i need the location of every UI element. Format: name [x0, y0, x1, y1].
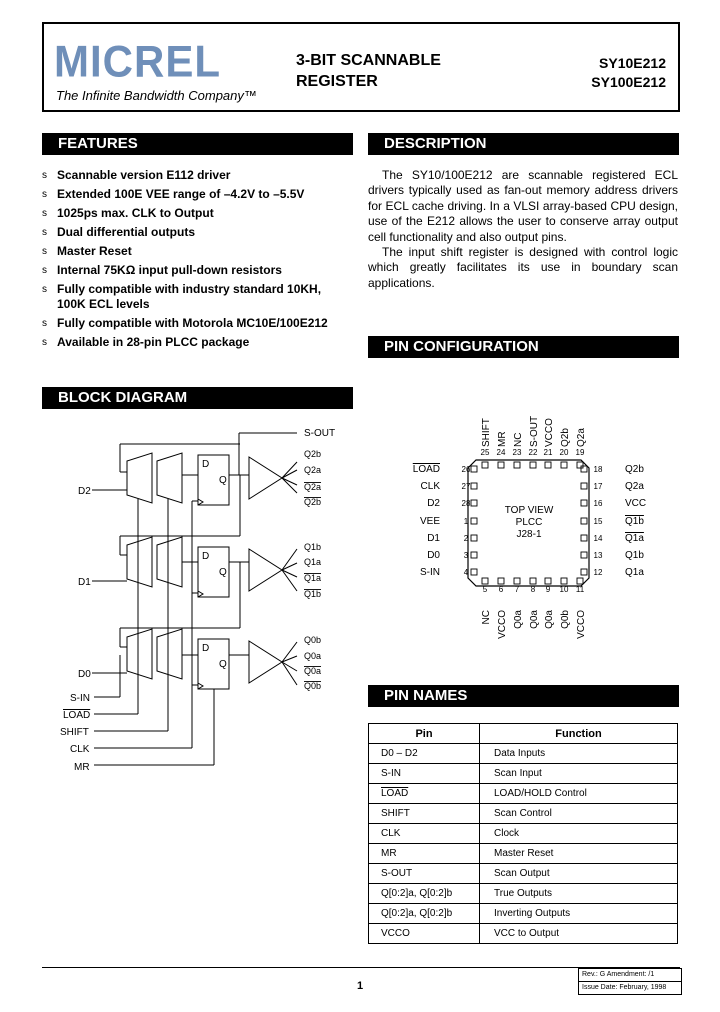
pin-label-top: Q2b	[560, 428, 571, 447]
table-header-row	[369, 724, 678, 744]
pin-label-left: CLK	[420, 481, 440, 492]
pin-label-right: Q1a	[625, 567, 644, 578]
features-list	[42, 166, 352, 352]
pin-pad	[471, 483, 477, 489]
pin-number: 27	[461, 482, 471, 491]
pin-number: 4	[463, 568, 469, 577]
pin-label-top: SHIFT	[481, 418, 492, 447]
buffer-icon	[249, 641, 282, 683]
output-label: Q1b	[304, 589, 322, 599]
pin-number: 14	[593, 534, 603, 543]
part-number-2: SY100E212	[591, 74, 666, 90]
pin-pad	[482, 578, 488, 584]
description-heading: DESCRIPTION	[368, 133, 679, 155]
table-row	[369, 924, 678, 944]
output-label: Q2a	[304, 465, 322, 475]
pin-label-right: Q1b	[625, 516, 644, 527]
revision-box	[578, 968, 682, 995]
pin-pad	[471, 552, 477, 558]
pin-pad	[498, 462, 504, 468]
pin-number: 20	[559, 448, 569, 457]
table-row	[369, 824, 678, 844]
output-label: Q0b	[304, 635, 322, 645]
function-cell: VCC to Output	[480, 924, 678, 944]
mux-icon	[157, 629, 182, 679]
pin-pad	[581, 518, 587, 524]
s-out-label: S-OUT	[304, 428, 336, 439]
pin-pad	[581, 483, 587, 489]
output-label: Q0a	[304, 666, 322, 676]
function-cell: Scan Control	[480, 804, 678, 824]
pin-label-bottom: Q0a	[513, 610, 524, 629]
pin-label-right: Q1b	[625, 550, 644, 561]
plcc-center-text: J28-1	[516, 529, 542, 540]
pin-label-bottom: Q0a	[544, 610, 555, 629]
pin-number: 2	[463, 534, 469, 543]
function-cell: Scan Output	[480, 864, 678, 884]
output-label: Q1a	[304, 557, 322, 567]
document-title	[296, 50, 441, 92]
output-label: Q1b	[304, 542, 322, 552]
output-label: Q2b	[304, 449, 322, 459]
pin-pad	[561, 578, 567, 584]
pin-label-top: NC	[513, 432, 524, 447]
function-cell: Data Inputs	[480, 744, 678, 764]
pin-pad	[514, 578, 520, 584]
pin-number: 9	[545, 585, 551, 594]
table-row	[369, 744, 678, 764]
input-d0-label: D0	[78, 669, 91, 680]
pin-cell: S-OUT	[369, 864, 480, 884]
mux-icon	[127, 629, 152, 679]
table-row	[369, 864, 678, 884]
pin-number: 19	[575, 448, 585, 457]
pin-label-left: VEE	[419, 516, 440, 527]
pin-pad	[514, 462, 520, 468]
table-row	[369, 844, 678, 864]
feature-item: s Fully compatible with Motorola MC10E/100E212	[42, 316, 328, 330]
pin-pad	[530, 578, 536, 584]
table-row	[369, 804, 678, 824]
pin-pad	[577, 578, 583, 584]
pin-pad	[471, 518, 477, 524]
feature-item: s Internal 75KΩ input pull-down resistors	[42, 263, 282, 277]
function-cell: Scan Input	[480, 764, 678, 784]
pin-pad	[581, 466, 587, 472]
pin-pad	[581, 552, 587, 558]
column-header-function: Function	[480, 724, 678, 744]
pin-number: 16	[593, 499, 603, 508]
ff-d-label: D	[202, 551, 210, 562]
tagline: The Infinite Bandwidth Company™	[56, 88, 257, 103]
ff-d-label: D	[202, 643, 210, 654]
plcc-pin-diagram	[368, 385, 680, 665]
pin-names-heading: PIN NAMES	[368, 685, 679, 707]
pin-number: 26	[461, 465, 471, 474]
pin-label-left: D0	[427, 550, 440, 561]
feature-item: s Fully compatible with industry standard 10KH, 100K ECL levels	[42, 282, 322, 311]
control-mr-label: MR	[74, 762, 90, 773]
pin-label-top: MR	[497, 431, 508, 447]
pin-label-left: D1	[427, 533, 440, 544]
table-row	[369, 784, 678, 804]
revision-text: Rev.: G Amendment: /1	[582, 971, 655, 978]
pin-cell: MR	[369, 844, 480, 864]
pin-label-right: Q2a	[625, 481, 644, 492]
pin-label-left: D2	[427, 498, 440, 509]
pin-label-bottom: NC	[481, 610, 492, 625]
header-box	[42, 22, 680, 112]
pin-number: 25	[480, 448, 490, 457]
mux-icon	[127, 537, 152, 587]
pin-label-bottom: Q0a	[529, 610, 540, 629]
control-load-label: LOAD	[63, 710, 91, 721]
table-row	[369, 764, 678, 784]
pin-pad	[577, 462, 583, 468]
pin-label-right: Q2b	[625, 464, 644, 475]
pin-number: 23	[512, 448, 522, 457]
pin-number: 1	[463, 517, 469, 526]
pin-label-bottom: VCCO	[576, 610, 587, 639]
output-label: Q0a	[304, 651, 322, 661]
pin-number: 3	[463, 551, 469, 560]
pin-number: 5	[482, 585, 488, 594]
description-text	[368, 168, 678, 291]
block-diagram	[42, 415, 354, 785]
function-cell: Inverting Outputs	[480, 904, 678, 924]
pin-pad	[581, 500, 587, 506]
pin-label-bottom: VCCO	[497, 610, 508, 639]
plcc-center-text: TOP VIEW	[504, 505, 554, 516]
pin-pad	[471, 500, 477, 506]
mux-icon	[157, 537, 182, 587]
pin-number: 6	[498, 585, 504, 594]
pin-pad	[561, 462, 567, 468]
control-clk-label: CLK	[70, 744, 90, 755]
input-d1-label: D1	[78, 577, 91, 588]
pin-label-left: LOAD	[412, 464, 440, 475]
pin-number: 15	[593, 517, 603, 526]
output-label: Q1a	[304, 573, 322, 583]
output-label: Q2b	[304, 497, 322, 507]
title-line-2: REGISTER	[296, 73, 378, 90]
control-shift-label: SHIFT	[60, 727, 89, 738]
input-d2-label: D2	[78, 486, 91, 497]
pin-cell: SHIFT	[369, 804, 480, 824]
part-numbers	[591, 54, 666, 92]
pin-label-top: S-OUT	[529, 415, 540, 447]
pin-number: 8	[530, 585, 536, 594]
column-header-pin: Pin	[369, 724, 480, 744]
pin-pad	[482, 462, 488, 468]
ff-q-label: Q	[219, 659, 227, 670]
pin-number: 18	[593, 465, 603, 474]
title-line-1: 3-BIT SCANNABLE	[296, 52, 441, 69]
function-cell: LOAD/HOLD Control	[480, 784, 678, 804]
pin-pad	[545, 578, 551, 584]
pin-cell: Q[0:2]a, Q[0:2]b	[369, 884, 480, 904]
mux-icon	[157, 453, 182, 503]
function-cell: Master Reset	[480, 844, 678, 864]
part-number-1: SY10E212	[599, 55, 666, 71]
table-row	[369, 884, 678, 904]
pin-number: 17	[593, 482, 603, 491]
pin-pad	[471, 466, 477, 472]
pin-pad	[581, 535, 587, 541]
function-cell: Clock	[480, 824, 678, 844]
output-label: Q0b	[304, 681, 322, 691]
pin-label-right: VCC	[625, 498, 647, 509]
pin-number: 7	[514, 585, 520, 594]
plcc-center-text: PLCC	[515, 517, 543, 528]
page-number: 1	[356, 980, 364, 992]
ff-d-label: D	[202, 459, 210, 470]
pin-label-top: VCCO	[544, 418, 555, 447]
pin-number: 24	[496, 448, 506, 457]
pin-number: 11	[575, 585, 585, 594]
pin-label-top: Q2a	[576, 428, 587, 447]
pin-pad	[581, 569, 587, 575]
pin-cell: LOAD	[369, 784, 480, 804]
description-paragraph-1: The SY10/100E212 are scannable registered ECL drivers typically used as fan-out memory address drivers for ECL cache driving. In a VLSI array-based CPU design, use of the E212 allows the user to conserve array output cell functionality and also output pins.	[368, 168, 678, 244]
function-cell: True Outputs	[480, 884, 678, 904]
pin-label-left: S-IN	[420, 567, 440, 578]
feature-item: s Available in 28-pin PLCC package	[42, 335, 250, 349]
pin-number: 12	[593, 568, 603, 577]
block-diagram-heading: BLOCK DIAGRAM	[42, 387, 353, 409]
pin-cell: Q[0:2]a, Q[0:2]b	[369, 904, 480, 924]
pin-names-table	[368, 723, 678, 944]
feature-item: s Extended 100E VEE range of –4.2V to –5.5V	[42, 187, 305, 201]
pin-label-bottom: Q0b	[560, 610, 571, 629]
pin-number: 28	[461, 499, 471, 508]
ff-q-label: Q	[219, 567, 227, 578]
issue-date-text: Issue Date: February, 1998	[579, 981, 681, 994]
pin-cell: S-IN	[369, 764, 480, 784]
pin-pad	[471, 535, 477, 541]
pin-pad	[545, 462, 551, 468]
mux-icon	[127, 453, 152, 503]
pin-pad	[530, 462, 536, 468]
buffer-icon	[249, 549, 282, 591]
pin-number: 13	[593, 551, 603, 560]
output-label: Q2a	[304, 482, 322, 492]
ff-q-label: Q	[219, 475, 227, 486]
control-s-in-label: S-IN	[70, 693, 90, 704]
pin-cell: D0 – D2	[369, 744, 480, 764]
buffer-icon	[249, 457, 282, 499]
feature-item: s Master Reset	[42, 244, 132, 258]
pin-configuration-heading: PIN CONFIGURATION	[368, 336, 679, 358]
pin-cell: CLK	[369, 824, 480, 844]
micrel-logo: MICREL	[54, 36, 221, 87]
pin-label-right: Q1a	[625, 533, 644, 544]
pin-pad	[471, 569, 477, 575]
table-row	[369, 904, 678, 924]
pin-number: 22	[528, 448, 538, 457]
feature-item: s Dual differential outputs	[42, 225, 195, 239]
description-paragraph-2: The input shift register is designed with control logic which greatly facilitates its use in boundary scan applications.	[368, 245, 678, 290]
features-heading: FEATURES	[42, 133, 353, 155]
pin-number: 21	[543, 448, 553, 457]
pin-pad	[498, 578, 504, 584]
feature-item: s Scannable version E112 driver	[42, 168, 231, 182]
pin-number: 10	[559, 585, 569, 594]
pin-cell: VCCO	[369, 924, 480, 944]
feature-item: s 1025ps max. CLK to Output	[42, 206, 214, 220]
